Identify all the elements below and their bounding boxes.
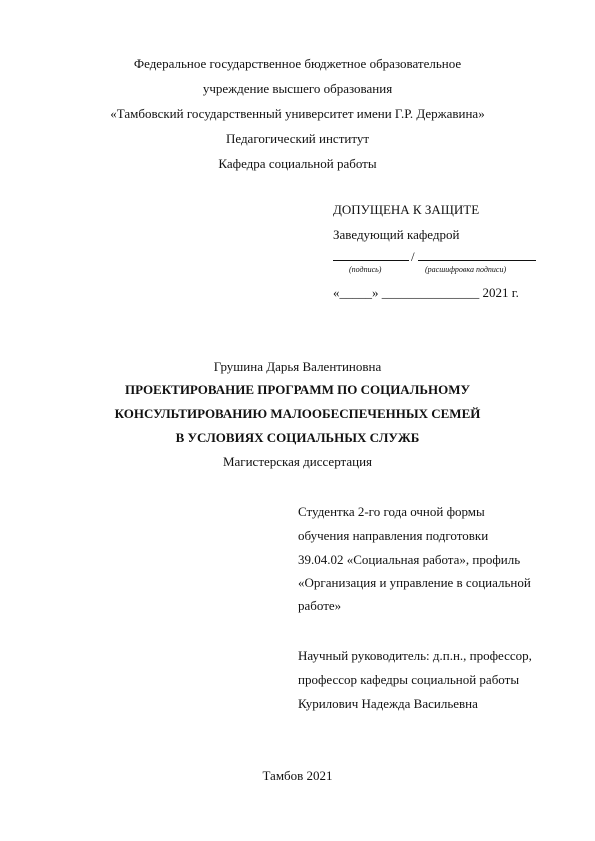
- supervisor-name: Курилович Надежда Васильевна: [298, 696, 478, 711]
- student-line-1: Студентка 2-го года очной формы: [298, 504, 485, 519]
- supervisor-line-2: профессор кафедры социальной работы: [298, 672, 520, 687]
- signature-decode-caption: (расшифровка подписи): [425, 265, 507, 274]
- signature-caption: (подпись): [349, 265, 382, 274]
- city-year: Тамбов 2021: [262, 768, 333, 783]
- supervisor-line-1: Научный руководитель: д.п.н., профессор,: [298, 648, 532, 663]
- thesis-type: Магистерская диссертация: [222, 454, 373, 469]
- thesis-title-line-3: В УСЛОВИЯХ СОЦИАЛЬНЫХ СЛУЖБ: [175, 430, 420, 445]
- student-line-3: 39.04.02 «Социальная работа», профиль: [298, 552, 521, 567]
- signature-decode-line: [418, 260, 536, 261]
- approval-date-line: «_____» _______________ 2021 г.: [333, 285, 519, 300]
- approval-title: ДОПУЩЕНА К ЗАЩИТЕ: [333, 202, 480, 217]
- student-line-4: «Организация и управление в социальной: [298, 575, 531, 590]
- approval-role: Заведующий кафедрой: [333, 227, 460, 242]
- student-line-2: обучения направления подготовки: [298, 528, 489, 543]
- thesis-title-line-2: КОНСУЛЬТИРОВАНИЮ МАЛООБЕСПЕЧЕННЫХ СЕМЕЙ: [114, 406, 481, 421]
- author-name: Грушина Дарья Валентиновна: [213, 359, 382, 374]
- header-institution-type: учреждение высшего образования: [202, 81, 393, 96]
- signature-separator: /: [411, 249, 415, 264]
- signature-line: [333, 260, 409, 261]
- student-line-5: работе»: [298, 598, 342, 613]
- header-institute: Педагогический институт: [225, 131, 370, 146]
- header-federal-line: Федеральное государственное бюджетное образовательное: [133, 56, 462, 71]
- header-department: Кафедра социальной работы: [218, 156, 377, 171]
- header-university-name: «Тамбовский государственный университет имени Г.Р. Державина»: [110, 106, 485, 121]
- thesis-title-line-1: ПРОЕКТИРОВАНИЕ ПРОГРАММ ПО СОЦИАЛЬНОМУ: [124, 382, 471, 397]
